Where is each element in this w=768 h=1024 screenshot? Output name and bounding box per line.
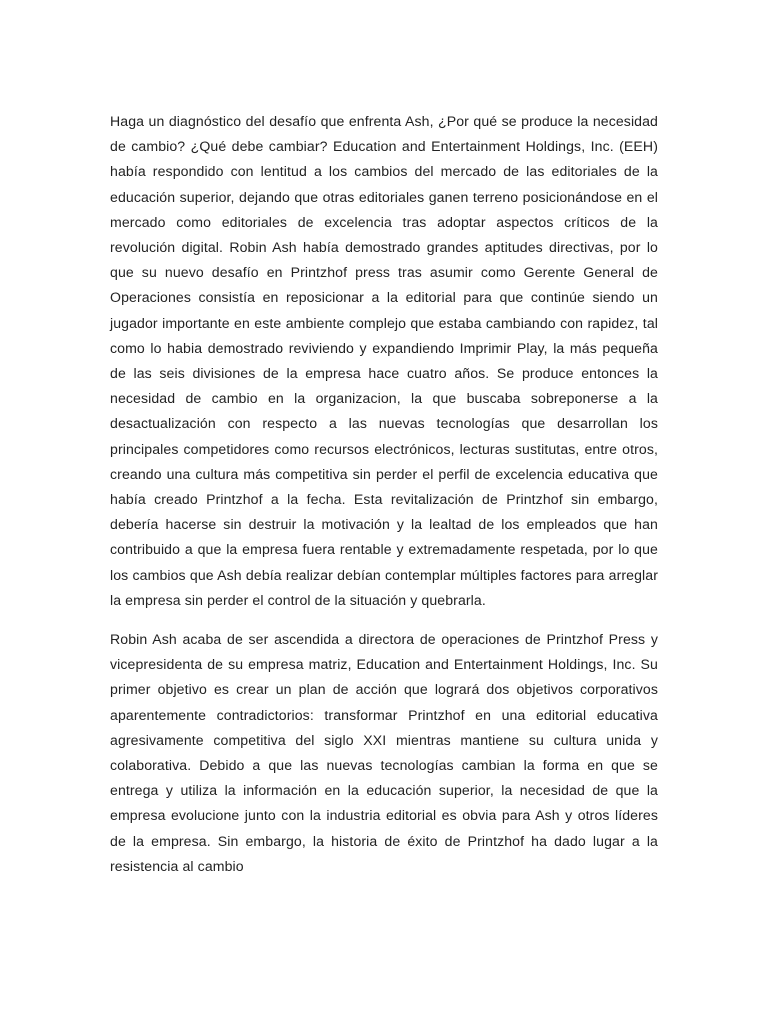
paragraph-robin-ash: Robin Ash acaba de ser ascendida a directora de operaciones de Printzhof Press y vicepresidenta de su empresa matriz, Education and Entertainment Holdings, Inc. Su primer objetivo es crear un plan de acción que logrará dos objetivos corporativos aparentemente contradictorios: transformar Printzhof en una editorial educativa agresivamente competitiva del siglo XXI mientras mantiene su cultura unida y colaborativa. Debido a que las nuevas tecnologías cambian la forma en que se entrega y utiliza la información en la educación superior, la necesidad de que la empresa evolucione junto con la industria editorial es obvia para Ash y otros líderes de la empresa. Sin embargo, la historia de éxito de Printzhof ha dado lugar a la resistencia al cambio [110, 631, 658, 874]
document-body [110, 109, 658, 893]
paragraph-diagnostico: Haga un diagnóstico del desafío que enfrenta Ash, ¿Por qué se produce la necesidad de cambio? ¿Qué debe cambiar? Education and Entertainment Holdings, Inc. (EEH) había respondido con lentitud a los cambios del mercado de las editoriales de la educación superior, dejando que otras editoriales ganen terreno posicionándose en el mercado como editoriales de excelencia tras adoptar aspectos críticos de la revolución digital. Robin Ash había demostrado grandes aptitudes directivas, por lo que su nuevo desafío en Printzhof press tras asumir como Gerente General de Operaciones consistía en reposicionar a la editorial para que continúe siendo un jugador importante en este ambiente complejo que estaba cambiando con rapidez, tal como lo habia demostrado reviviendo y expandiendo Imprimir Play, la más pequeña de las seis divisiones de la empresa hace cuatro años. Se produce entonces la necesidad de cambio en la organizacion, la que buscaba sobreponerse a la desactualización con respecto a las nuevas tecnologías que desarrollan los principales competidores como recursos electrónicos, lecturas sustitutas, entre otros, creando una cultura más competitiva sin perder el perfil de excelencia educativa que había creado Printzhof a la fecha. Esta revitalización de Printzhof sin embargo, debería hacerse sin destruir la motivación y la lealtad de los empleados que han contribuido a que la empresa fuera rentable y extremadamente respetada, por lo que los cambios que Ash debía realizar debían contemplar múltiples factores para arreglar la empresa sin perder el control de la situación y quebrarla. [110, 113, 658, 608]
